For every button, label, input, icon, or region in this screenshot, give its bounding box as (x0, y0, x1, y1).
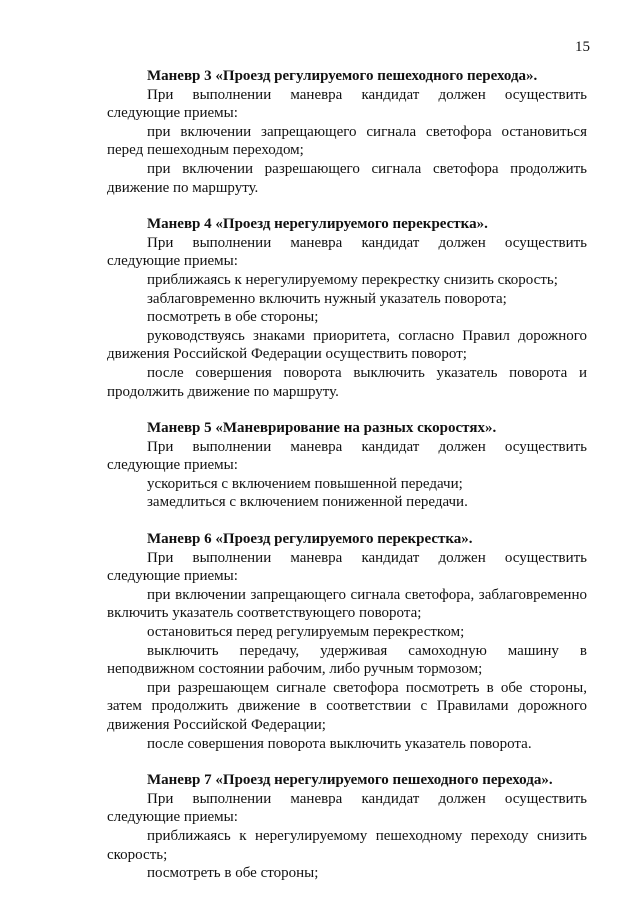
section-maneuver-7 (107, 771, 587, 883)
section-maneuver-3 (107, 67, 587, 197)
paragraph: посмотреть в обе стороны; (147, 309, 319, 326)
section-maneuver-5 (107, 419, 587, 512)
paragraph: при включении разрешающего сигнала светофора продолжить движение по маршруту. (107, 160, 587, 196)
page-number: 15 (575, 39, 590, 55)
section-heading: Маневр 3 «Проезд регулируемого пешеходного перехода». (147, 68, 538, 84)
section-heading: Маневр 7 «Проезд нерегулируемого пешеходного перехода». (147, 772, 553, 789)
paragraph: остановиться перед регулируемым перекрестком; (147, 624, 465, 641)
paragraph: приближаясь к нерегулируемому пешеходному переходу снизить скорость; (107, 827, 587, 863)
paragraph: выключить передачу, удерживая самоходную машину в неподвижном состоянии рабочим, либо ручным тормозом; (107, 642, 587, 678)
paragraph: При выполнении маневра кандидат должен осуществить следующие приемы: (107, 438, 587, 474)
paragraph: При выполнении маневра кандидат должен осуществить следующие приемы: (107, 234, 587, 270)
paragraph: При выполнении маневра кандидат должен осуществить следующие приемы: (107, 549, 587, 585)
paragraph: при разрешающем сигнале светофора посмотреть в обе стороны, затем продолжить движение в соответствии с Правилами дорожного движения Российской Федерации; (107, 679, 587, 733)
paragraph: после совершения поворота выключить указатель поворота. (147, 735, 532, 752)
paragraph: замедлиться с включением пониженной передачи. (147, 494, 468, 511)
paragraph: ускориться с включением повышенной передачи; (147, 475, 463, 492)
paragraph: приближаясь к нерегулируемому перекрестку снизить скорость; (147, 271, 558, 288)
section-heading: Маневр 5 «Маневрирование на разных скоростях». (147, 420, 497, 437)
section-heading: Маневр 4 «Проезд нерегулируемого перекрестка». (147, 216, 488, 233)
paragraph: при включении запрещающего сигнала светофора, заблаговременно включить указатель соответствующего поворота; (107, 586, 587, 622)
paragraph: руководствуясь знаками приоритета, согласно Правил дорожного движения Российской Федерации осуществить поворот; (107, 327, 587, 363)
paragraph: при включении запрещающего сигнала светофора остановиться перед пешеходным переходом; (107, 123, 587, 159)
document-body (107, 67, 587, 901)
paragraph: При выполнении маневра кандидат должен осуществить следующие приемы: (107, 790, 587, 826)
paragraph: заблаговременно включить нужный указатель поворота; (147, 290, 507, 307)
paragraph: посмотреть в обе стороны; (147, 865, 319, 882)
section-maneuver-6 (107, 530, 587, 753)
paragraph: При выполнении маневра кандидат должен осуществить следующие приемы: (107, 86, 587, 122)
section-heading: Маневр 6 «Проезд регулируемого перекрестка». (147, 531, 473, 548)
section-maneuver-4 (107, 215, 587, 401)
paragraph: после совершения поворота выключить указатель поворота и продолжить движение по маршруту. (107, 364, 587, 400)
